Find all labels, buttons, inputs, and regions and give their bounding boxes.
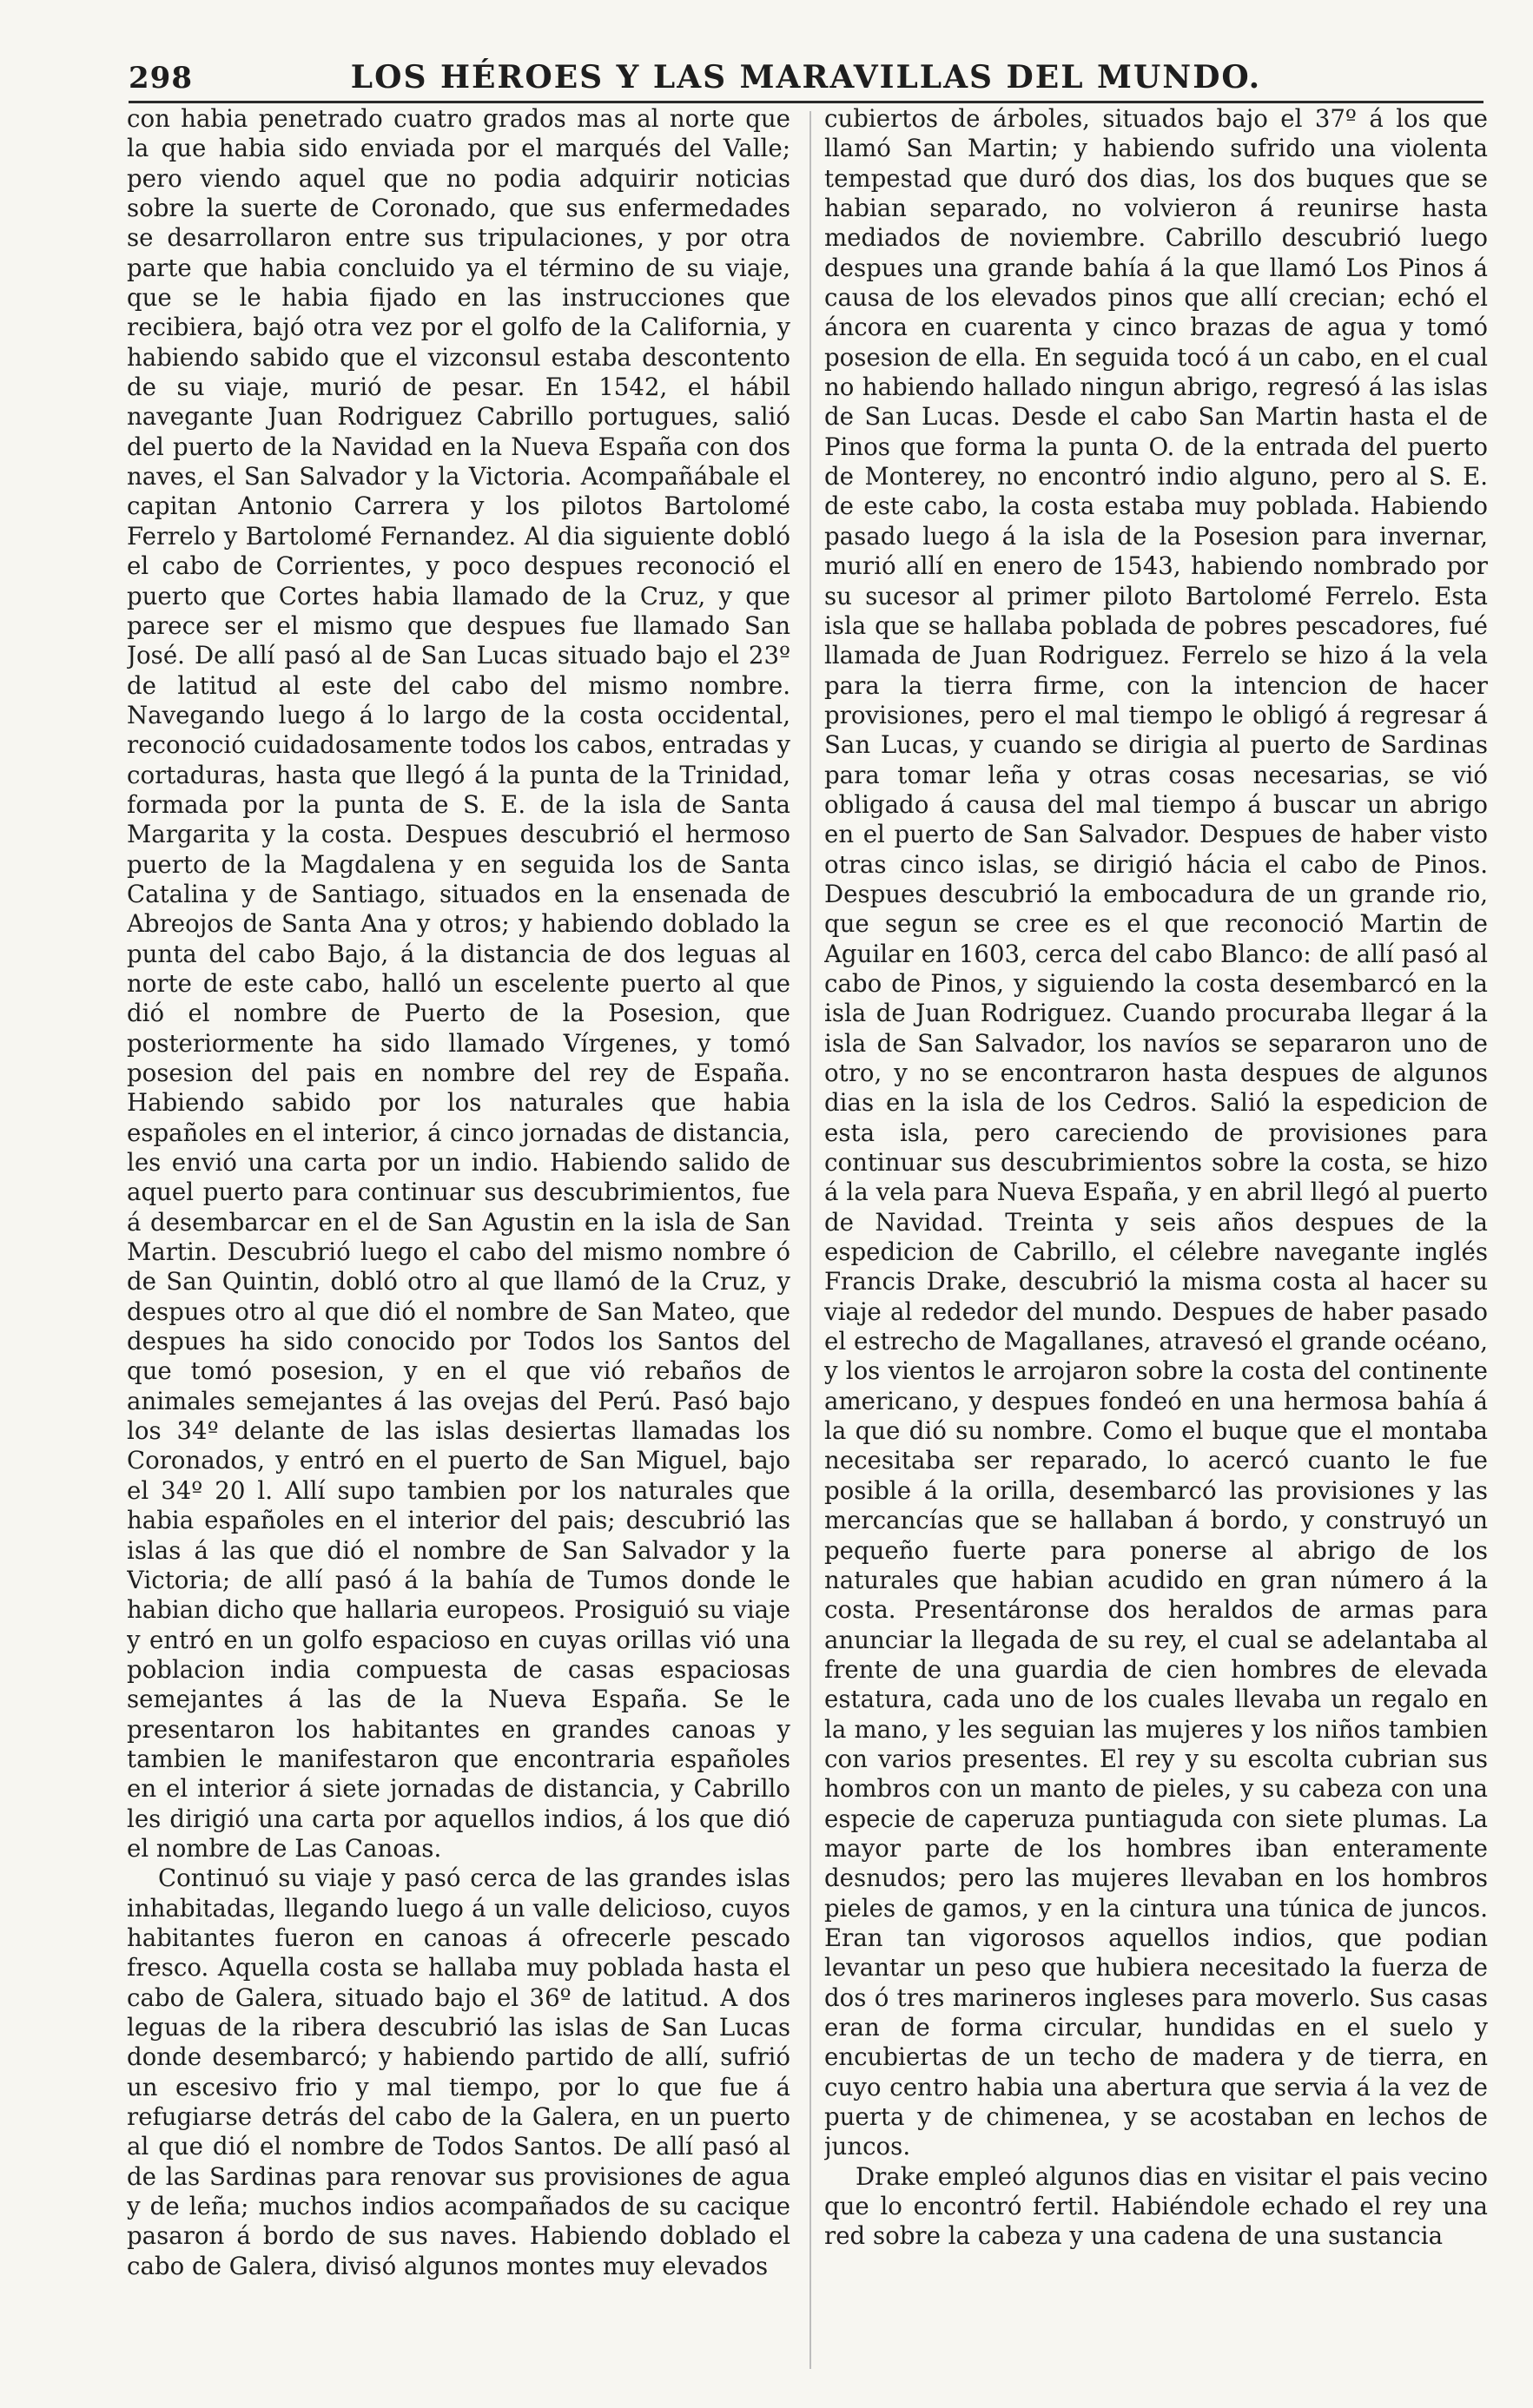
page-number: 298: [129, 61, 193, 96]
paragraph: cubiertos de árboles, situados bajo el 37º á los que llamó San Martin; y habiendo sufrido una violenta tempestad que duró dos dias, los dos buques que se habian separado, no volvieron á reunirse hasta mediados de noviembre. Cabrillo descubrió luego despues una grande bahía á la que llamó Los Pinos á causa de los elevados pinos que allí crecian; echó el áncora en cuarenta y cinco brazas de agua y tomó posesion de ella. En seguida tocó á un cabo, en el cual no habiendo hallado ningun abrigo, regresó á las islas de San Lucas. Desde el cabo San Martin hasta el de Pinos que forma la punta O. de la entrada del puerto de Monterey, no encontró indio alguno, pero al S. E. de este cabo, la costa estaba muy poblada. Habiendo pasado luego á la isla de la Posesion para invernar, murió allí en enero de 1543, habiendo nombrado por su sucesor al primer piloto Bartolomé Ferrelo. Esta isla que se hallaba poblada de pobres pescadores, fué llamada de Juan Rodriguez. Ferrelo se hizo á la vela para la tierra firme, con la intencion de hacer provisiones, pero el mal tiempo le obligó á regresar á San Lucas, y cuando se dirigia al puerto de Sardinas para tomar leña y otras cosas necesarias, se vió obligado á causa del mal tiempo á buscar un abrigo en el puerto de San Salvador. Despues de haber visto otras cinco islas, se dirigió hácia el cabo de Pinos. Despues descubrió la embocadura de un grande rio, que segun se cree es el que reconoció Martin de Aguilar en 1603, cerca del cabo Blanco: de allí pasó al cabo de Pinos, y siguiendo la costa desembarcó en la isla de Juan Rodriguez. Cuando procuraba llegar á la isla de San Salvador, los navíos se separaron uno de otro, y no se encontraron hasta despues de algunos dias en la isla de los Cedros. Salió la espedicion de esta isla, pero careciendo de provisiones para continuar sus descubrimientos sobre la costa, se hizo á la vela para Nueva España, y en abril llegó al puerto de Navidad. Treinta y seis años despues de la espedicion de Cabrillo, el célebre navegante inglés Francis Drake, descubrió la misma costa al hacer su viaje al rededor del mundo. Despues de haber pasado el estrecho de Magallanes, atravesó el grande océano, y los vientos le arrojaron sobre la costa del continente americano, y despues fondeó en una hermosa bahía á la que dió su nombre. Como el buque que el montaba necesitaba ser reparado, lo acercó cuanto le fue posible á la orilla, desembarcó las provisiones y las mercancías que se hallaban á bordo, y construyó un pequeño fuerte para ponerse al abrigo de los naturales que habian acudido en gran número á la costa. Presentáronse dos heraldos de armas para anunciar la llegada de su rey, el cual se adelantaba al frente de una guardia de cien hombres de elevada estatura, cada uno de los cuales llevaba un regalo en la mano, y les seguian las mujeres y los niños tambien con varios presentes. El rey y su escolta cubrian sus hombros con un manto de pieles, y su cabeza con una especie de caperuza puntiaguda con siete plumas. La mayor parte de los hombres iban enteramente desnudos; pero las mujeres llevaban en los hombros pieles de gamos, y en la cintura una túnica de juncos. Eran tan vigorosos aquellos indios, que podian levantar un peso que hubiera necesitado la fuerza de dos ó tres marineros ingleses para moverlo. Sus casas eran de forma circular, hundidas en el suelo y encubiertas de un techo de madera y de tierra, en cuyo centro habia una abertura que servia á la vez de puerta y de chimenea, y se acostaban en lechos de juncos.: [824, 104, 1488, 2161]
column-divider: [809, 111, 811, 2369]
header-rule: [129, 101, 1483, 103]
paragraph: con habia penetrado cuatro grados mas al norte que la que habia sido enviada por el marqués del Valle; pero viendo aquel que no podia adquirir noticias sobre la suerte de Coronado, que sus enfermedades se desarrollaron entre sus tripulaciones, y por otra parte que habia concluido ya el término de su viaje, que se le habia fijado en las instrucciones que recibiera, bajó otra vez por el golfo de la California, y habiendo sabido que el vizconsul estaba descontento de su viaje, murió de pesar. En 1542, el hábil navegante Juan Rodriguez Cabrillo portugues, salió del puerto de la Navidad en la Nueva España con dos naves, el San Salvador y la Victoria. Acompañábale el capitan Antonio Carrera y los pilotos Bartolomé Ferrelo y Bartolomé Fernandez. Al dia siguiente dobló el cabo de Corrientes, y poco despues reconoció el puerto que Cortes habia llamado de la Cruz, y que parece ser el mismo que despues fue llamado San José. De allí pasó al de San Lucas situado bajo el 23º de latitud al este del cabo del mismo nombre. Navegando luego á lo largo de la costa occidental, reconoció cuidadosamente todos los cabos, entradas y cortaduras, hasta que llegó á la punta de la Trinidad, formada por la punta de S. E. de la isla de Santa Margarita y la costa. Despues descubrió el hermoso puerto de la Magdalena y en seguida los de Santa Catalina y de Santiago, situados en la ensenada de Abreojos de Santa Ana y otros; y habiendo doblado la punta del cabo Bajo, á la distancia de dos leguas al norte de este cabo, halló un escelente puerto al que dió el nombre de Puerto de la Posesion, que posteriormente ha sido llamado Vírgenes, y tomó posesion del pais en nombre del rey de España. Habiendo sabido por los naturales que habia españoles en el interior, á cinco jornadas de distancia, les envió una carta por un indio. Habiendo salido de aquel puerto para continuar sus descubrimientos, fue á desembarcar en el de San Agustin en la isla de San Martin. Descubrió luego el cabo del mismo nombre ó de San Quintin, dobló otro al que llamó de la Cruz, y despues otro al que dió el nombre de San Mateo, que despues ha sido conocido por Todos los Santos del que tomó posesion, y en el que vió rebaños de animales semejantes á las ovejas del Perú. Pasó bajo los 34º delante de las islas desiertas llamadas los Coronados, y entró en el puerto de San Miguel, bajo el 34º 20 l. Allí supo tambien por los naturales que habia españoles en el interior del pais; descubrió las islas á las que dió el nombre de San Salvador y la Victoria; de allí pasó á la bahía de Tumos donde le habian dicho que hallaria europeos. Prosiguió su viaje y entró en un golfo espacioso en cuyas orillas vió una poblacion india compuesta de casas espaciosas semejantes á las de la Nueva España. Se le presentaron los habitantes en grandes canoas y tambien le manifestaron que encontraria españoles en el interior á siete jornadas de distancia, y Cabrillo les dirigió una carta por aquellos indios, á los que dió el nombre de Las Canoas.: [127, 104, 790, 1863]
page-header: [129, 57, 1483, 102]
right-column: [824, 104, 1488, 2379]
paragraph: Continuó su viaje y pasó cerca de las grandes islas inhabitadas, llegando luego á un valle delicioso, cuyos habitantes fueron en canoas á ofrecerle pescado fresco. Aquella costa se hallaba muy poblada hasta el cabo de Galera, situado bajo el 36º de latitud. A dos leguas de la ribera descubrió las islas de San Lucas donde desembarcó; y habiendo partido de allí, sufrió un escesivo frio y mal tiempo, por lo que fue á refugiarse detrás del cabo de la Galera, en un puerto al que dió el nombre de Todos Santos. De allí pasó al de las Sardinas para renovar sus provisiones de agua y de leña; muchos indios acompañados de su cacique pasaron á bordo de sus naves. Habiendo doblado el cabo de Galera, divisó algunos montes muy elevados: [127, 1864, 790, 2280]
left-column: [127, 104, 790, 2379]
paragraph: Drake empleó algunos dias en visitar el pais vecino que lo encontró fertil. Habiéndole echado el rey una red sobre la cabeza y una cadena de una sustancia: [824, 2161, 1488, 2251]
running-title: LOS HÉROES Y LAS MARAVILLAS DEL MUNDO.: [350, 59, 1262, 96]
